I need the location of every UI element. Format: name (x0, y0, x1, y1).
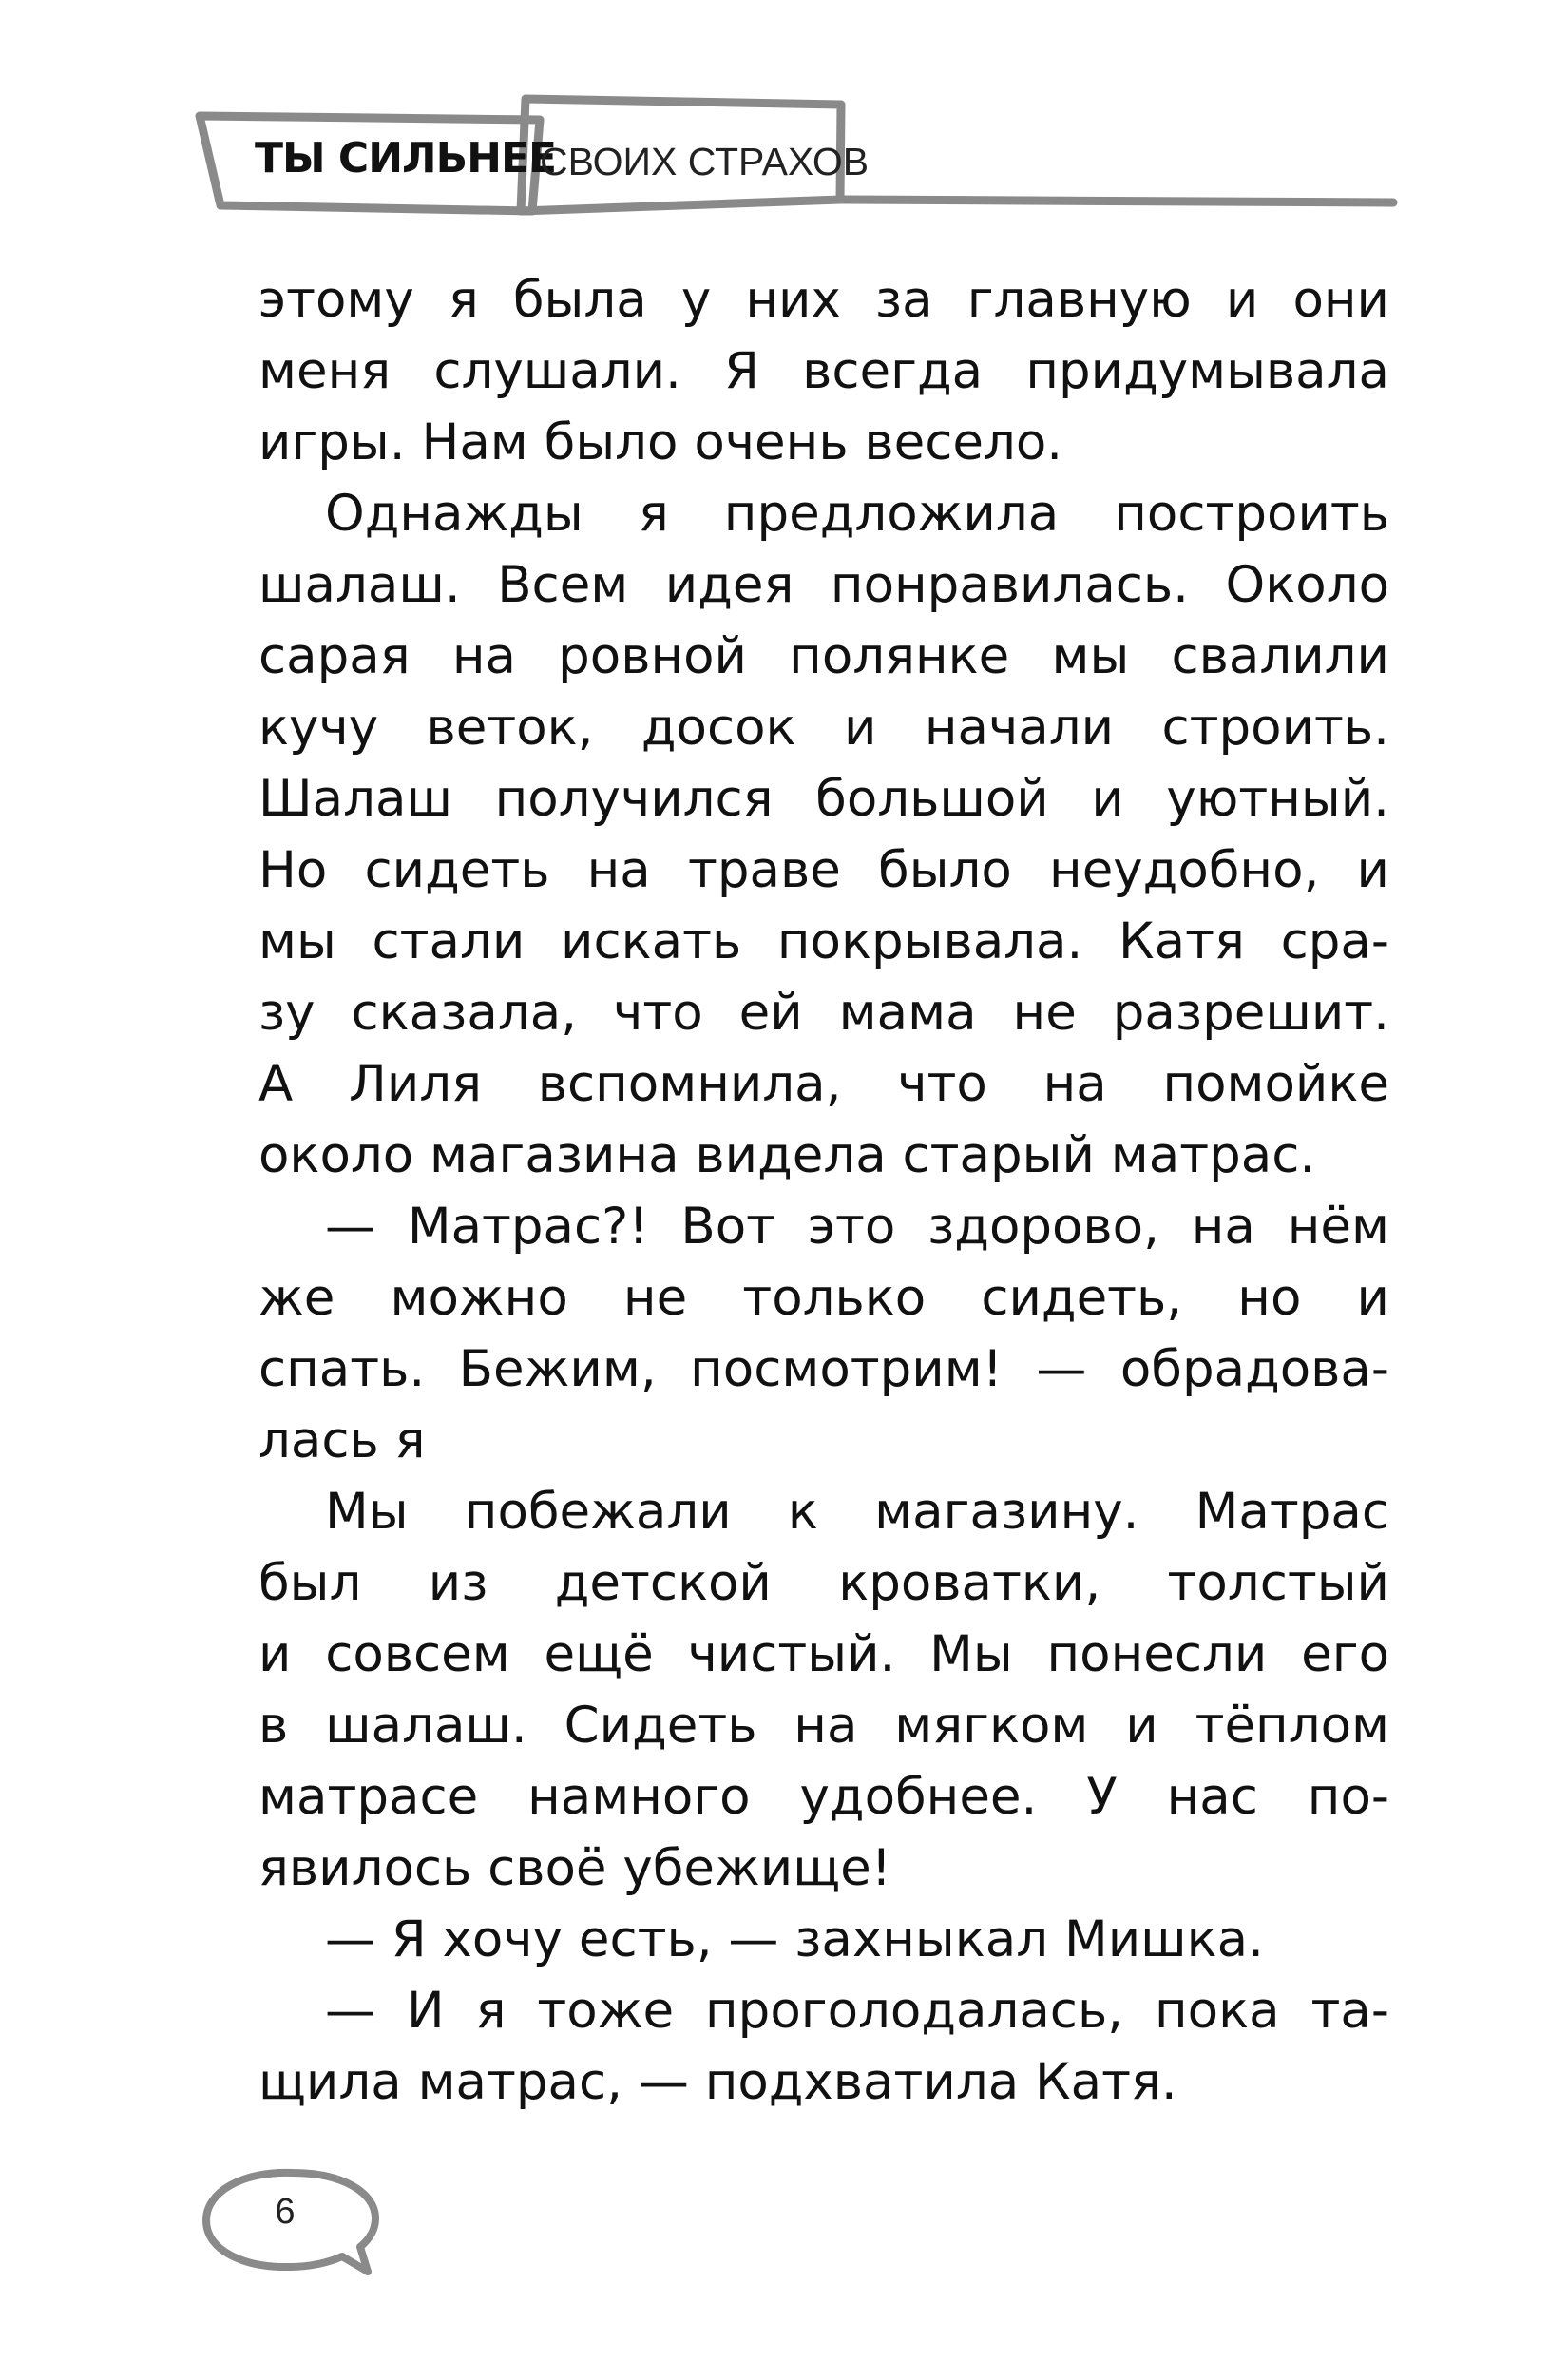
header-title-light: СВОИХ СТРАХОВ (540, 140, 870, 183)
text-line: меня слушали. Я всегда придумывала (258, 342, 1389, 400)
text-line: кучу веток, досок и начали строить. (258, 699, 1389, 757)
text-line: же можно не только сидеть, но и (258, 1269, 1389, 1327)
text-line: около магазина видела старый матрас. (258, 1126, 1316, 1184)
text-line: этому я была у них за главную и они (258, 271, 1389, 329)
text-line: зу сказала, что ей мама не разрешит. (258, 984, 1389, 1042)
text-line: явилось своё убежище! (258, 1839, 891, 1897)
text-line: — Матрас?! Вот это здорово, на нём (325, 1198, 1389, 1256)
header-frame (0, 0, 1549, 247)
text-line: шалаш. Всем идея понравилась. Около (258, 556, 1389, 614)
text-line: — Я хочу есть, — захныкал Мишка. (325, 1910, 1264, 1968)
body-text (258, 264, 1389, 2118)
text-line: в шалаш. Сидеть на мягком и тёплом (258, 1697, 1389, 1755)
text-line: лась я (258, 1411, 426, 1469)
text-line: игры. Нам было очень весело. (258, 413, 1063, 471)
text-line: щила матрас, — подхватила Катя. (258, 2053, 1177, 2111)
text-line: Но сидеть на траве было неудобно, и (258, 841, 1389, 899)
text-line: Однажды я предложила построить (325, 485, 1389, 543)
text-line: и совсем ещё чистый. Мы понесли его (258, 1625, 1389, 1683)
text-line: сарая на ровной полянке мы свалили (258, 627, 1389, 685)
text-line: матрасе намного удобнее. У нас по- (258, 1768, 1389, 1826)
page-number: 6 (275, 2192, 296, 2232)
text-line: А Лиля вспомнила, что на помойке (258, 1055, 1389, 1113)
header-title-bold: ТЫ СИЛЬНЕЕ (255, 134, 557, 182)
text-line: Шалаш получился большой и уютный. (258, 770, 1389, 828)
text-line: мы стали искать покрывала. Катя сра- (258, 912, 1389, 970)
text-line: спать. Бежим, посмотрим! — обрадова- (258, 1340, 1389, 1398)
text-line: Мы побежали к магазину. Матрас (325, 1483, 1389, 1541)
text-line: — И я тоже проголодалась, пока та- (325, 1982, 1389, 2040)
text-line: был из детской кроватки, толстый (258, 1554, 1389, 1612)
running-header (0, 0, 1549, 247)
page-number-bubble (195, 2165, 385, 2289)
